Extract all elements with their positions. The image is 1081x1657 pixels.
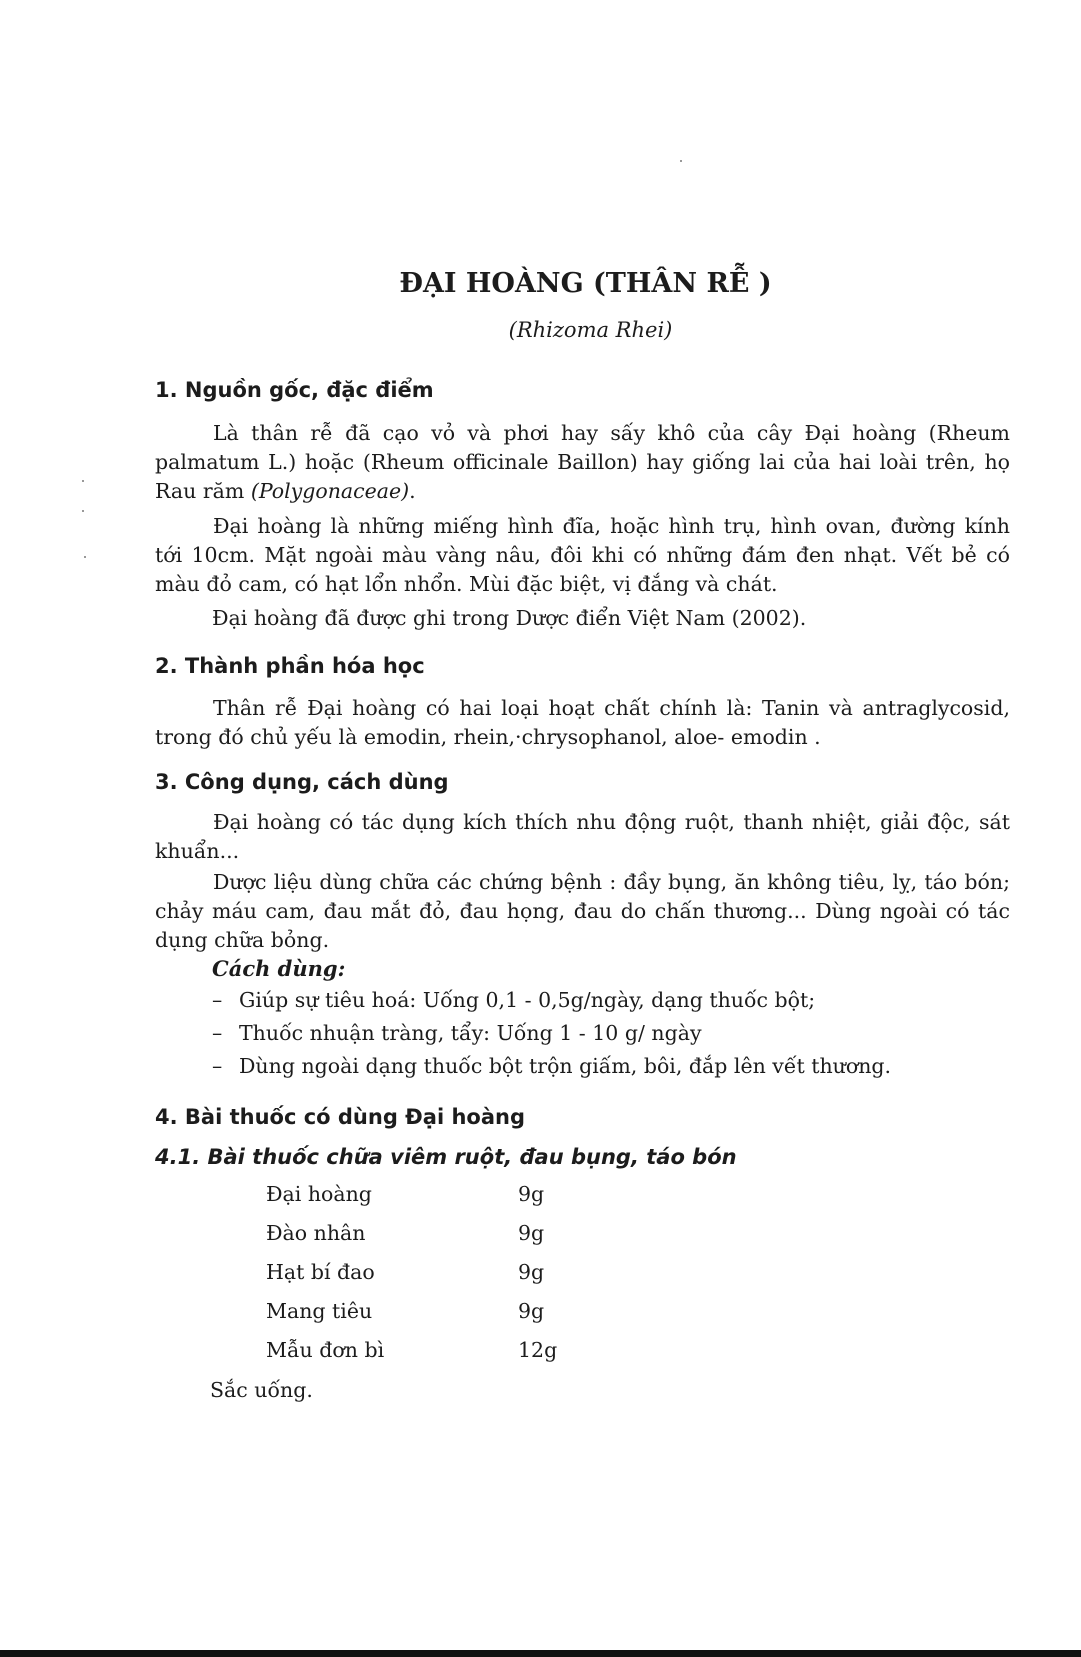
ingredient-name: Mẫu đơn bì — [266, 1338, 385, 1362]
latin-name: (Rhizoma Rhei) — [508, 318, 673, 342]
scan-speck — [82, 480, 84, 482]
section-1-paragraph-1-text: Là thân rễ đã cạo vỏ và phơi hay sấy khô của cây Đại hoàng (Rheum palmatum L.) hoặc (Rheum officinale Baillon) hay giống lai của hai loài trên, họ Rau răm — [155, 421, 1010, 503]
scan-speck — [680, 160, 682, 162]
page-bottom-border — [0, 1650, 1081, 1657]
ingredient-amount: 9g — [518, 1299, 545, 1323]
section-1-paragraph-3: Đại hoàng đã được ghi trong Dược điển Việt Nam (2002). — [212, 606, 807, 630]
dash-marker: – — [212, 988, 223, 1012]
ingredient-name: Hạt bí đao — [266, 1260, 375, 1284]
usage-item — [212, 1021, 702, 1045]
usage-item-text: Giúp sự tiêu hoá: Uống 0,1 - 0,5g/ngày, dạng thuốc bột; — [239, 988, 816, 1012]
section-1-paragraph-1 — [155, 419, 1010, 506]
plant-family-name: (Polygonaceae) — [250, 479, 410, 503]
closing-instruction: Sắc uống. — [210, 1378, 313, 1402]
usage-title: Cách dùng: — [212, 956, 346, 981]
section-3-paragraph-2: Dược liệu dùng chữa các chứng bệnh : đầy bụng, ăn không tiêu, lỵ, táo bón; chảy máu cam, đau mắt đỏ, đau họng, đau do chấn thương... Dùng ngoài có tác dụng chữa bỏng. — [155, 870, 1010, 952]
ingredient-amount: 9g — [518, 1260, 545, 1284]
usage-item — [212, 1054, 891, 1078]
usage-item-text: Thuốc nhuận tràng, tẩy: Uống 1 - 10 g/ ngày — [239, 1021, 702, 1045]
section-3-paragraph-1: Đại hoàng có tác dụng kích thích nhu động ruột, thanh nhiệt, giải độc, sát khuẩn... — [155, 810, 1010, 863]
ingredient-name: Đào nhân — [266, 1221, 366, 1245]
section-1-heading: 1. Nguồn gốc, đặc điểm — [155, 378, 434, 402]
section-1-paragraph-1-end: . — [409, 479, 416, 503]
section-1-paragraph-2: Đại hoàng là những miếng hình đĩa, hoặc hình trụ, hình ovan, đường kính tới 10cm. Mặt ngoài màu vàng nâu, đôi khi có những đám đen nhạt. Vết bẻ có màu đỏ cam, có hạt lổn nhổn. Mùi đặc biệt, vị đắng và chát. — [155, 514, 1010, 596]
ingredient-amount: 12g — [518, 1338, 558, 1362]
ingredient-name: Đại hoàng — [266, 1182, 372, 1206]
dash-marker: – — [212, 1021, 223, 1045]
ingredient-name: Mang tiêu — [266, 1299, 373, 1323]
usage-item — [212, 988, 815, 1012]
ingredient-amount: 9g — [518, 1182, 545, 1206]
scan-speck — [82, 510, 84, 512]
recipe-row — [266, 1182, 544, 1206]
recipe-row — [266, 1338, 557, 1362]
section-4-1-heading: 4.1. Bài thuốc chữa viêm ruột, đau bụng, táo bón — [155, 1145, 737, 1169]
section-3-heading: 3. Công dụng, cách dùng — [155, 770, 449, 794]
dash-marker: – — [212, 1054, 223, 1078]
section-2-paragraph-1: Thân rễ Đại hoàng có hai loại hoạt chất chính là: Tanin và antraglycosid, trong đó chủ yếu là emodin, rhein,·chrysophanol, aloe- emodin . — [155, 696, 1010, 749]
section-4-heading: 4. Bài thuốc có dùng Đại hoàng — [155, 1105, 525, 1129]
recipe-row — [266, 1221, 544, 1245]
section-2-heading: 2. Thành phần hóa học — [155, 654, 425, 678]
page-title: ĐẠI HOÀNG (THÂN RỄ ) — [399, 268, 772, 299]
usage-item-text: Dùng ngoài dạng thuốc bột trộn giấm, bôi, đắp lên vết thương. — [239, 1054, 892, 1078]
ingredient-amount: 9g — [518, 1221, 545, 1245]
scan-speck — [84, 556, 86, 558]
recipe-row — [266, 1299, 544, 1323]
recipe-row — [266, 1260, 544, 1284]
